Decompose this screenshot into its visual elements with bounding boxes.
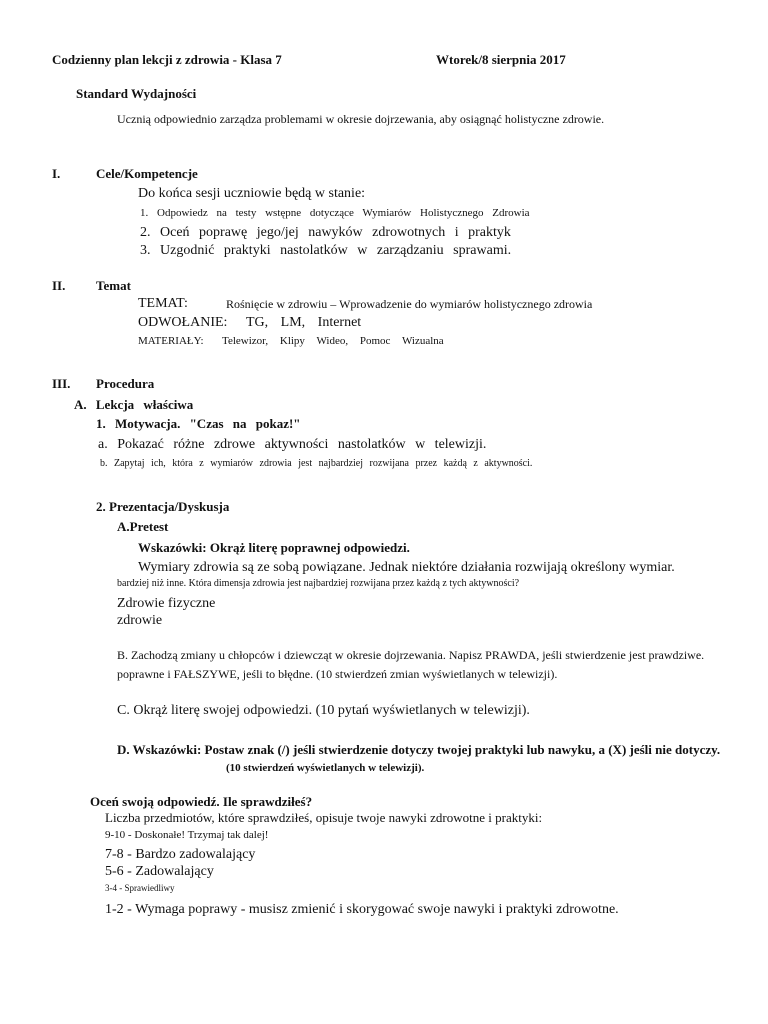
section-3-heading: Procedura [96, 376, 155, 391]
topic-label: TEMAT: [138, 296, 188, 311]
reference-label: ODWOŁANIE: [138, 315, 228, 330]
assessment-scale-item: 7-8 - Bardzo zadowalający [105, 847, 256, 862]
assessment-scale-item: 1-2 - Wymaga poprawy - musisz zmienić i skorygować swoje nawyki i praktyki zdrowotne. [105, 902, 619, 917]
assessment-heading: Oceń swoją odpowiedź. Ile sprawdziłeś? [90, 794, 313, 809]
motivation-item-b: b. Zapytaj ich, która z wymiarów zdrowia jest najbardziej rozwijana przez każdą z aktywności. [100, 458, 533, 469]
objectives-intro: Do końca sesji uczniowie będą w stanie: [138, 186, 366, 201]
section-1-numeral: I. [52, 166, 61, 181]
part-d-note: (10 stwierdzeń wyświetlanych w telewizji). [226, 762, 425, 774]
standard-heading: Standard Wydajności [76, 86, 197, 101]
assessment-intro: Liczba przedmiotów, które sprawdziłeś, opisuje twoje nawyki zdrowotne i praktyki: [105, 810, 543, 825]
part-b-line: poprawne i FAŁSZYWE, jeśli to błędne. (10 stwierdzeń zmian wyświetlanych w telewizji). [117, 667, 558, 681]
section-1-heading: Cele/Kompetencje [96, 166, 198, 181]
materials-label: MATERIAŁY: [138, 335, 204, 347]
standard-text: Ucznią odpowiednio zarządza problemami w okresie dojrzewania, aby osiągnąć holistyczne zdrowie. [117, 112, 605, 126]
presentation-heading: 2. Prezentacja/Dyskusja [96, 499, 230, 514]
pretest-text-line: Wymiary zdrowia są ze sobą powiązane. Jednak niektóre działania rozwijają określony wymiar. [138, 560, 675, 575]
reference-text: TG, LM, Internet [246, 315, 362, 330]
lesson-plan-title: Codzienny plan lekcji z zdrowia - Klasa 7 [52, 52, 282, 67]
objective-item: 2. Oceń poprawę jego/jej nawyków zdrowotnych i praktyk [140, 225, 511, 240]
assessment-scale-item: 5-6 - Zadowalający [105, 864, 214, 879]
section-2-numeral: II. [52, 278, 66, 293]
section-3-numeral: III. [52, 376, 71, 391]
topic-text: Rośnięcie w zdrowiu – Wprowadzenie do wymiarów holistycznego zdrowia [226, 297, 593, 311]
materials-text: Telewizor, Klipy Wideo, Pomoc Wizualna [222, 335, 444, 347]
motivation-item-a: a. Pokazać różne zdrowe aktywności nastolatków w telewizji. [98, 437, 487, 452]
part-b-line: B. Zachodzą zmiany u chłopców i dziewcząt w okresie dojrzewania. Napisz PRAWDA, jeśli stwierdzenie jest prawdziwe. [117, 648, 705, 662]
pretest-text-line: bardziej niż inne. Która dimensja zdrowia jest najbardziej rozwijana przez każdą z tych aktywności? [117, 578, 520, 589]
objective-item: 3. Uzgodnić praktyki nastolatków w zarządzaniu sprawami. [140, 243, 512, 258]
lesson-date: Wtorek/8 sierpnia 2017 [436, 52, 566, 67]
pretest-answer-line: zdrowie [117, 613, 163, 628]
assessment-scale-item: 3-4 - Sprawiedliwy [105, 883, 175, 893]
assessment-scale-item: 9-10 - Doskonałe! Trzymaj tak dalej! [105, 829, 269, 841]
pretest-heading: A.Pretest [117, 519, 169, 534]
pretest-instructions: Wskazówki: Okrąż literę poprawnej odpowiedzi. [138, 540, 410, 555]
part-c-text: C. Okrąż literę swojej odpowiedzi. (10 pytań wyświetlanych w telewizji). [117, 703, 530, 718]
pretest-answer-line: Zdrowie fizyczne [117, 596, 216, 611]
motivation-heading: 1. Motywacja. "Czas na pokaz!" [96, 416, 301, 431]
objective-item: 1. Odpowiedz na testy wstępne dotyczące Wymiarów Holistycznego Zdrowia [140, 207, 530, 219]
lesson-subheading: A. Lekcja właściwa [74, 397, 194, 412]
section-2-heading: Temat [96, 278, 131, 293]
part-d-instructions: D. Wskazówki: Postaw znak (/) jeśli stwierdzenie dotyczy twojej praktyki lub nawyku, a (X) jeśli nie dotyczy. [117, 742, 721, 757]
